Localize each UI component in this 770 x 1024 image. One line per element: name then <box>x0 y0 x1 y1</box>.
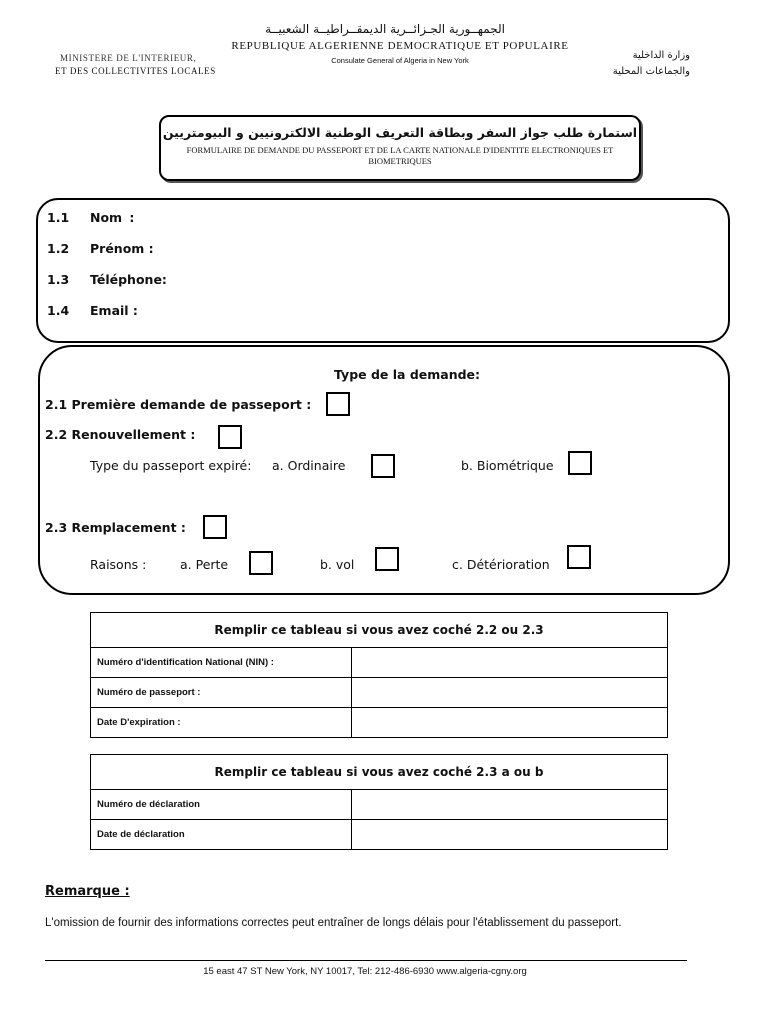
replacement-label: 2.3 Remplacement : <box>45 520 186 535</box>
first-request-label: 2.1 Première demande de passeport : <box>45 397 312 412</box>
table-row-label: Date D'expiration : <box>91 708 352 738</box>
theft-checkbox[interactable] <box>375 547 399 571</box>
table-row-label: Numéro de passeport : <box>91 678 352 708</box>
ordinary-label: a. Ordinaire <box>272 458 346 473</box>
ministry-ar-line2: والجماعات المحلية <box>612 66 690 77</box>
field-number: 1.4 <box>47 303 70 318</box>
ministry-ar-line1: وزارة الداخلية <box>632 50 690 61</box>
form-title-box <box>159 115 641 181</box>
table-title: Remplir ce tableau si vous avez coché 2.3 a ou b <box>91 755 668 790</box>
declaration-date-input-cell[interactable] <box>352 820 668 850</box>
table-title: Remplir ce tableau si vous avez coché 2.2 ou 2.3 <box>91 613 668 648</box>
expiry-date-input-cell[interactable] <box>352 708 668 738</box>
declaration-number-input-cell[interactable] <box>352 790 668 820</box>
passport-number-input-cell[interactable] <box>352 678 668 708</box>
table-row-label: Date de déclaration <box>91 820 352 850</box>
damage-checkbox[interactable] <box>567 545 591 569</box>
reasons-label: Raisons : <box>90 557 147 572</box>
biometric-checkbox[interactable] <box>568 451 592 475</box>
theft-label: b. vol <box>320 557 355 572</box>
field-label: Prénom : <box>90 241 154 256</box>
table-row <box>91 708 668 738</box>
renewal-checkbox[interactable] <box>218 425 242 449</box>
field-number: 1.3 <box>47 272 70 287</box>
field-number: 1.1 <box>47 210 70 225</box>
footer-address: 15 east 47 ST New York, NY 10017, Tel: 212-486-6930 www.algeria-cgny.org <box>203 966 527 977</box>
field-number: 1.2 <box>47 241 70 256</box>
table-row <box>91 678 668 708</box>
replacement-checkbox[interactable] <box>203 515 227 539</box>
ministry-fr-line1: MINISTERE DE L'INTERIEUR, <box>60 53 197 63</box>
nin-input-cell[interactable] <box>352 648 668 678</box>
table-row <box>91 790 668 820</box>
request-type-heading: Type de la demande: <box>334 367 481 382</box>
ordinary-checkbox[interactable] <box>371 454 395 478</box>
table-row <box>91 648 668 678</box>
form-title-french: FORMULAIRE DE DEMANDE DU PASSEPORT ET DE LA CARTE NATIONALE D'IDENTITE ELECTRONIQUES ET BIOMETRIQUES <box>186 145 614 166</box>
first-request-checkbox[interactable] <box>326 392 350 416</box>
field-label: Email : <box>90 303 138 318</box>
renewal-label: 2.2 Renouvellement : <box>45 427 196 442</box>
footer-divider <box>45 960 687 961</box>
loss-label: a. Perte <box>180 557 229 572</box>
table-row <box>91 820 668 850</box>
table-row-label: Numéro de déclaration <box>91 790 352 820</box>
remark-text: L'omission de fournir des informations correctes peut entraîner de longs délais pour l'établissement du passeport. <box>45 917 622 929</box>
field-label: Nom : <box>90 210 135 225</box>
biometric-label: b. Biométrique <box>461 458 554 473</box>
table-renewal-replacement <box>90 612 668 738</box>
field-label: Téléphone: <box>90 272 167 287</box>
ministry-fr-line2: ET DES COLLECTIVITES LOCALES <box>55 66 216 76</box>
arabic-republic-title: الجمهــورية الجـزائــرية الديمقــراطيــة الشعبيــة <box>265 22 505 36</box>
loss-checkbox[interactable] <box>249 551 273 575</box>
remark-title: Remarque : <box>45 884 130 899</box>
republic-title-fr: REPUBLIQUE ALGERIENNE DEMOCRATIQUE ET POPULAIRE <box>231 40 569 52</box>
personal-info-section <box>36 198 730 343</box>
table-row-label: Numéro d'identification National (NIN) : <box>91 648 352 678</box>
expired-type-label: Type du passeport expiré: <box>90 458 252 473</box>
damage-label: c. Détérioration <box>452 557 550 572</box>
consulate-name: Consulate General of Algeria in New York <box>331 56 469 65</box>
table-declaration <box>90 754 668 850</box>
form-title-arabic: استمارة طلب جواز السفر وبطاقة التعريف الوطنية الالكترونيين و البيومتريين <box>162 125 638 140</box>
